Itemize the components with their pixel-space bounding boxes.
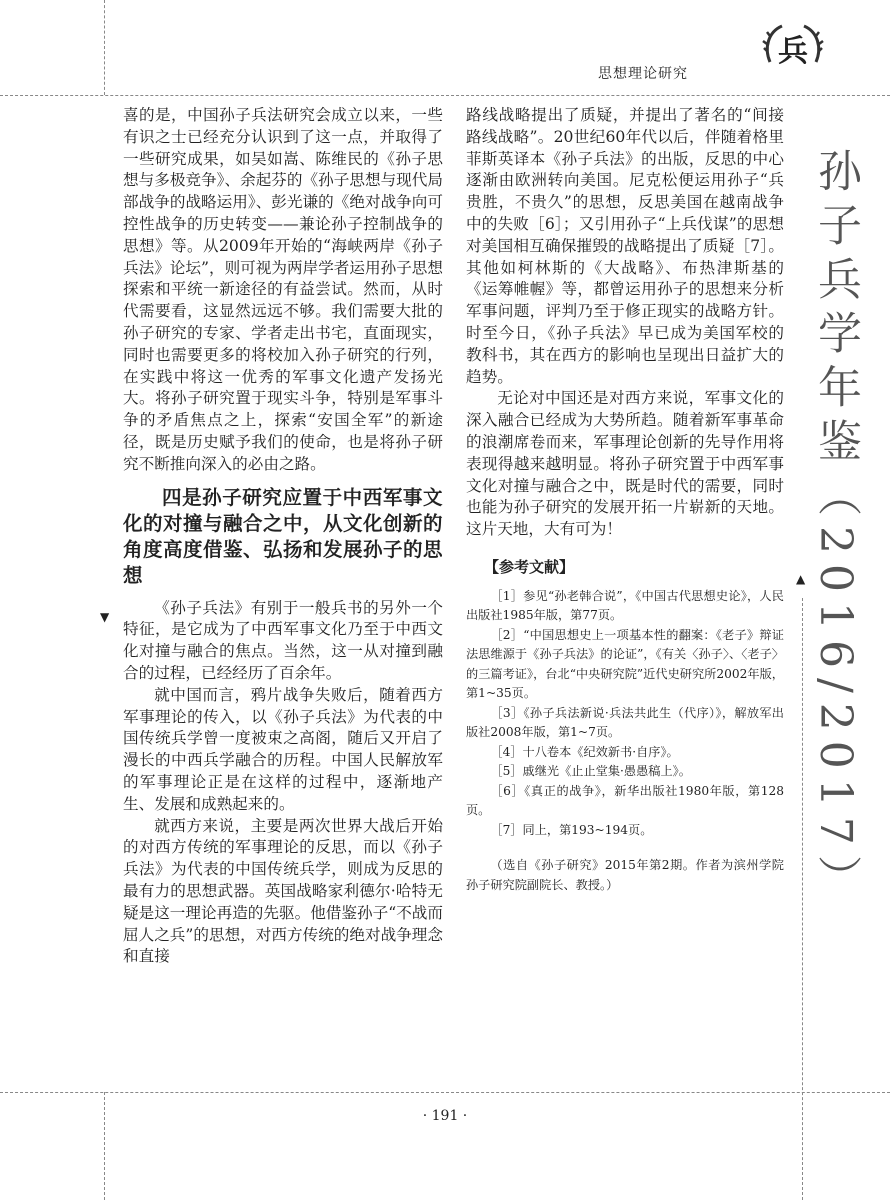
right-column [466,105,784,895]
reference-item: ［7］同上，第193~194页。 [490,822,653,837]
reference-item: ［1］参见“孙老韩合说”，《中国古代思想史论》，人民出版社1985年版，第77页。 [466,588,784,623]
reference-item: ［4］十八卷本《纪效新书·自序》。 [490,744,679,759]
reference-item: ［3］《孙子兵法新说·兵法共此生（代序）》，解放军出版社2008年版，第1~7页。 [466,705,784,740]
reference-item: ［2］“中国思想史上一项基本性的翻案：《老子》辩证法思维源于《孙子兵法》的论证”，《有关〈孙子〉、〈老子〉的三篇考证》，台北“中央研究院”近代史研究所2002年版，第1~35页。 [466,627,784,701]
yearbook-logo-icon [762,18,824,80]
paragraph: 就西方来说，主要是两次世界大战后开始的对西方传统的军事理论的反思，而以《孙子兵法》为代表的中国传统兵学，则成为反思的最有力的思想武器。英国战略家利德尔·哈特无疑是这一理论再造的先驱。他借鉴孙子“不战而屈人之兵”的思想，对西方传统的绝对战争理念和直接 [123,816,443,966]
paragraph: 《孙子兵法》有别于一般兵书的另外一个特征，是它成为了中西军事文化乃至于中西文化对撞与融合的焦点。当然，这一从对撞到融合的过程，已经经历了百余年。 [123,598,443,682]
paragraph: 就中国而言，鸦片战争失败后，随着西方军事理论的传入，以《孙子兵法》为代表的中国传统兵学曾一度被束之高阁，随后又开启了漫长的中西兵学融合的历程。中国人民解放军的军事理论正是在这样的过程中，逐渐地产生、发展和成熟起来的。 [123,685,443,813]
source-note: （选自《孙子研究》2015年第2期。作者为滨州学院孙子研究院副院长、教授。） [466,858,784,892]
footer-divider [0,1092,890,1093]
right-margin-marker-icon: ▲ [796,572,806,586]
reference-item: ［6］《真正的战争》，新华出版社1980年版，第128页。 [466,783,784,818]
logo-glyph: 兵 [778,34,808,69]
paragraph: 路线战略提出了质疑，并提出了著名的“间接路线战略”。20世纪60年代以后，伴随着格里菲斯英译本《孙子兵法》的出版，反思的中心逐渐由欧洲转向美国。尼克松便运用孙子“兵贵胜，不贵久”的思想，反思美国在越南战争中的失败［6］；又引用孙子“上兵伐谋”的思想对美国相互确保摧毁的战略提出了质疑［7］。其他如柯林斯的《大战略》、布热津斯基的《运筹帷幄》等，都曾运用孙子的思想来分析军事问题，评判乃至于修正现实的战略方针。时至今日，《孙子兵法》早已成为美国军校的教科书，其在西方的影响也呈现出日益扩大的趋势。 [466,106,784,386]
left-margin-line [104,0,105,95]
section-subheading: 四是孙子研究应置于中西军事文化的对撞与融合之中，从文化创新的角度高度借鉴、弘扬和发展孙子的思想 [123,485,444,587]
left-column [123,105,443,968]
paragraph: 无论对中国还是对西方来说，军事文化的深入融合已经成为大势所趋。随着新军事革命的浪潮席卷而来，军事理论创新的先导作用将表现得越来越明显。将孙子研究置于中西军事文化对撞与融合之中，既是时代的需要，同时也能为孙子研究的发展开拓一片崭新的天地。这片天地，大有可为！ [466,389,784,539]
left-margin-marker-icon: ▼ [100,610,110,624]
section-title: 思想理论研究 [598,66,688,82]
page-number: · 191 · [422,1108,468,1124]
references-heading: 【参考文献】 [484,557,575,576]
reference-item: ［5］戚继光《止止堂集·愚愚稿上》。 [490,764,691,779]
header-divider [0,95,890,96]
paragraph: 喜的是，中国孙子兵法研究会成立以来，一些有识之士已经充分认识到了这一点，并取得了一些研究成果，如吴如嵩、陈维民的《孙子思想与多极竞争》、余起芬的《孙子思想与现代局部战争的战略运用》、彭光谦的《绝对战争向可控性战争的历史转变——兼论孙子控制战争的思想》等。从2009年开始的“海峡两岸《孙子兵法》论坛”，则可视为两岸学者运用孙子思想探索和平统一新途径的有益尝试。然而，从时代需要看，这显然远远不够。我们需要大批的孙子研究的专家、学者走出书宅，直面现实，同时也需要更多的将校加入孙子研究的行列，在实践中将这一优秀的军事文化遗产发扬光大。将孙子研究置于现实斗争，特别是军事斗争的矛盾焦点之上，探索“安国全军”的新途径，既是历史赋予我们的使命，也是将孙子研究不断推向深入的必由之路。 [123,106,443,473]
vertical-book-title: 孙子兵学年鉴（2016/2017） [810,148,861,909]
